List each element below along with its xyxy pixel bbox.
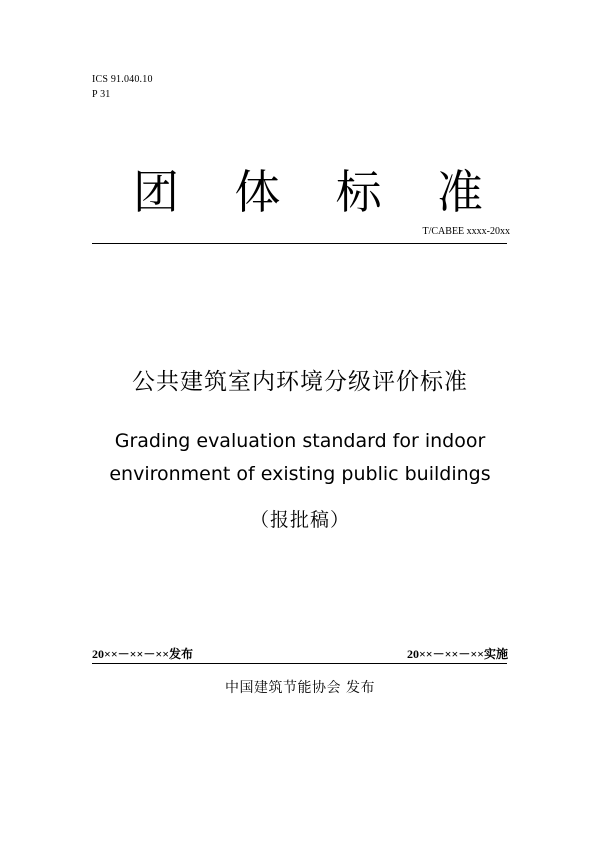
issue-date: 20××－××－××发布: [92, 647, 194, 661]
chinese-title: 公共建筑室内环境分级评价标准: [132, 369, 468, 395]
english-title-line: Grading evaluation standard for indoor: [114, 430, 486, 452]
standard-type-char: 团: [133, 165, 179, 219]
standard-code: T/CABEE xxxx-20xx: [422, 226, 510, 237]
ccs-code: P 31: [92, 89, 111, 100]
top-divider: [92, 243, 507, 244]
bottom-divider: [92, 663, 507, 664]
implementation-date: 20××－××－××实施: [406, 647, 508, 661]
standard-type-char: 体: [234, 165, 281, 219]
standard-type-char: 标: [335, 165, 382, 219]
classification-block: [92, 72, 153, 102]
standard-type-heading: [133, 163, 483, 221]
english-title-line: environment of existing public buildings: [109, 463, 491, 485]
publisher: 中国建筑节能协会 发布: [225, 680, 375, 696]
ics-code: ICS 91.040.10: [92, 74, 153, 85]
standard-type-char: 准: [436, 165, 483, 219]
draft-status: （报批稿）: [249, 509, 350, 531]
english-title: [0, 425, 600, 491]
